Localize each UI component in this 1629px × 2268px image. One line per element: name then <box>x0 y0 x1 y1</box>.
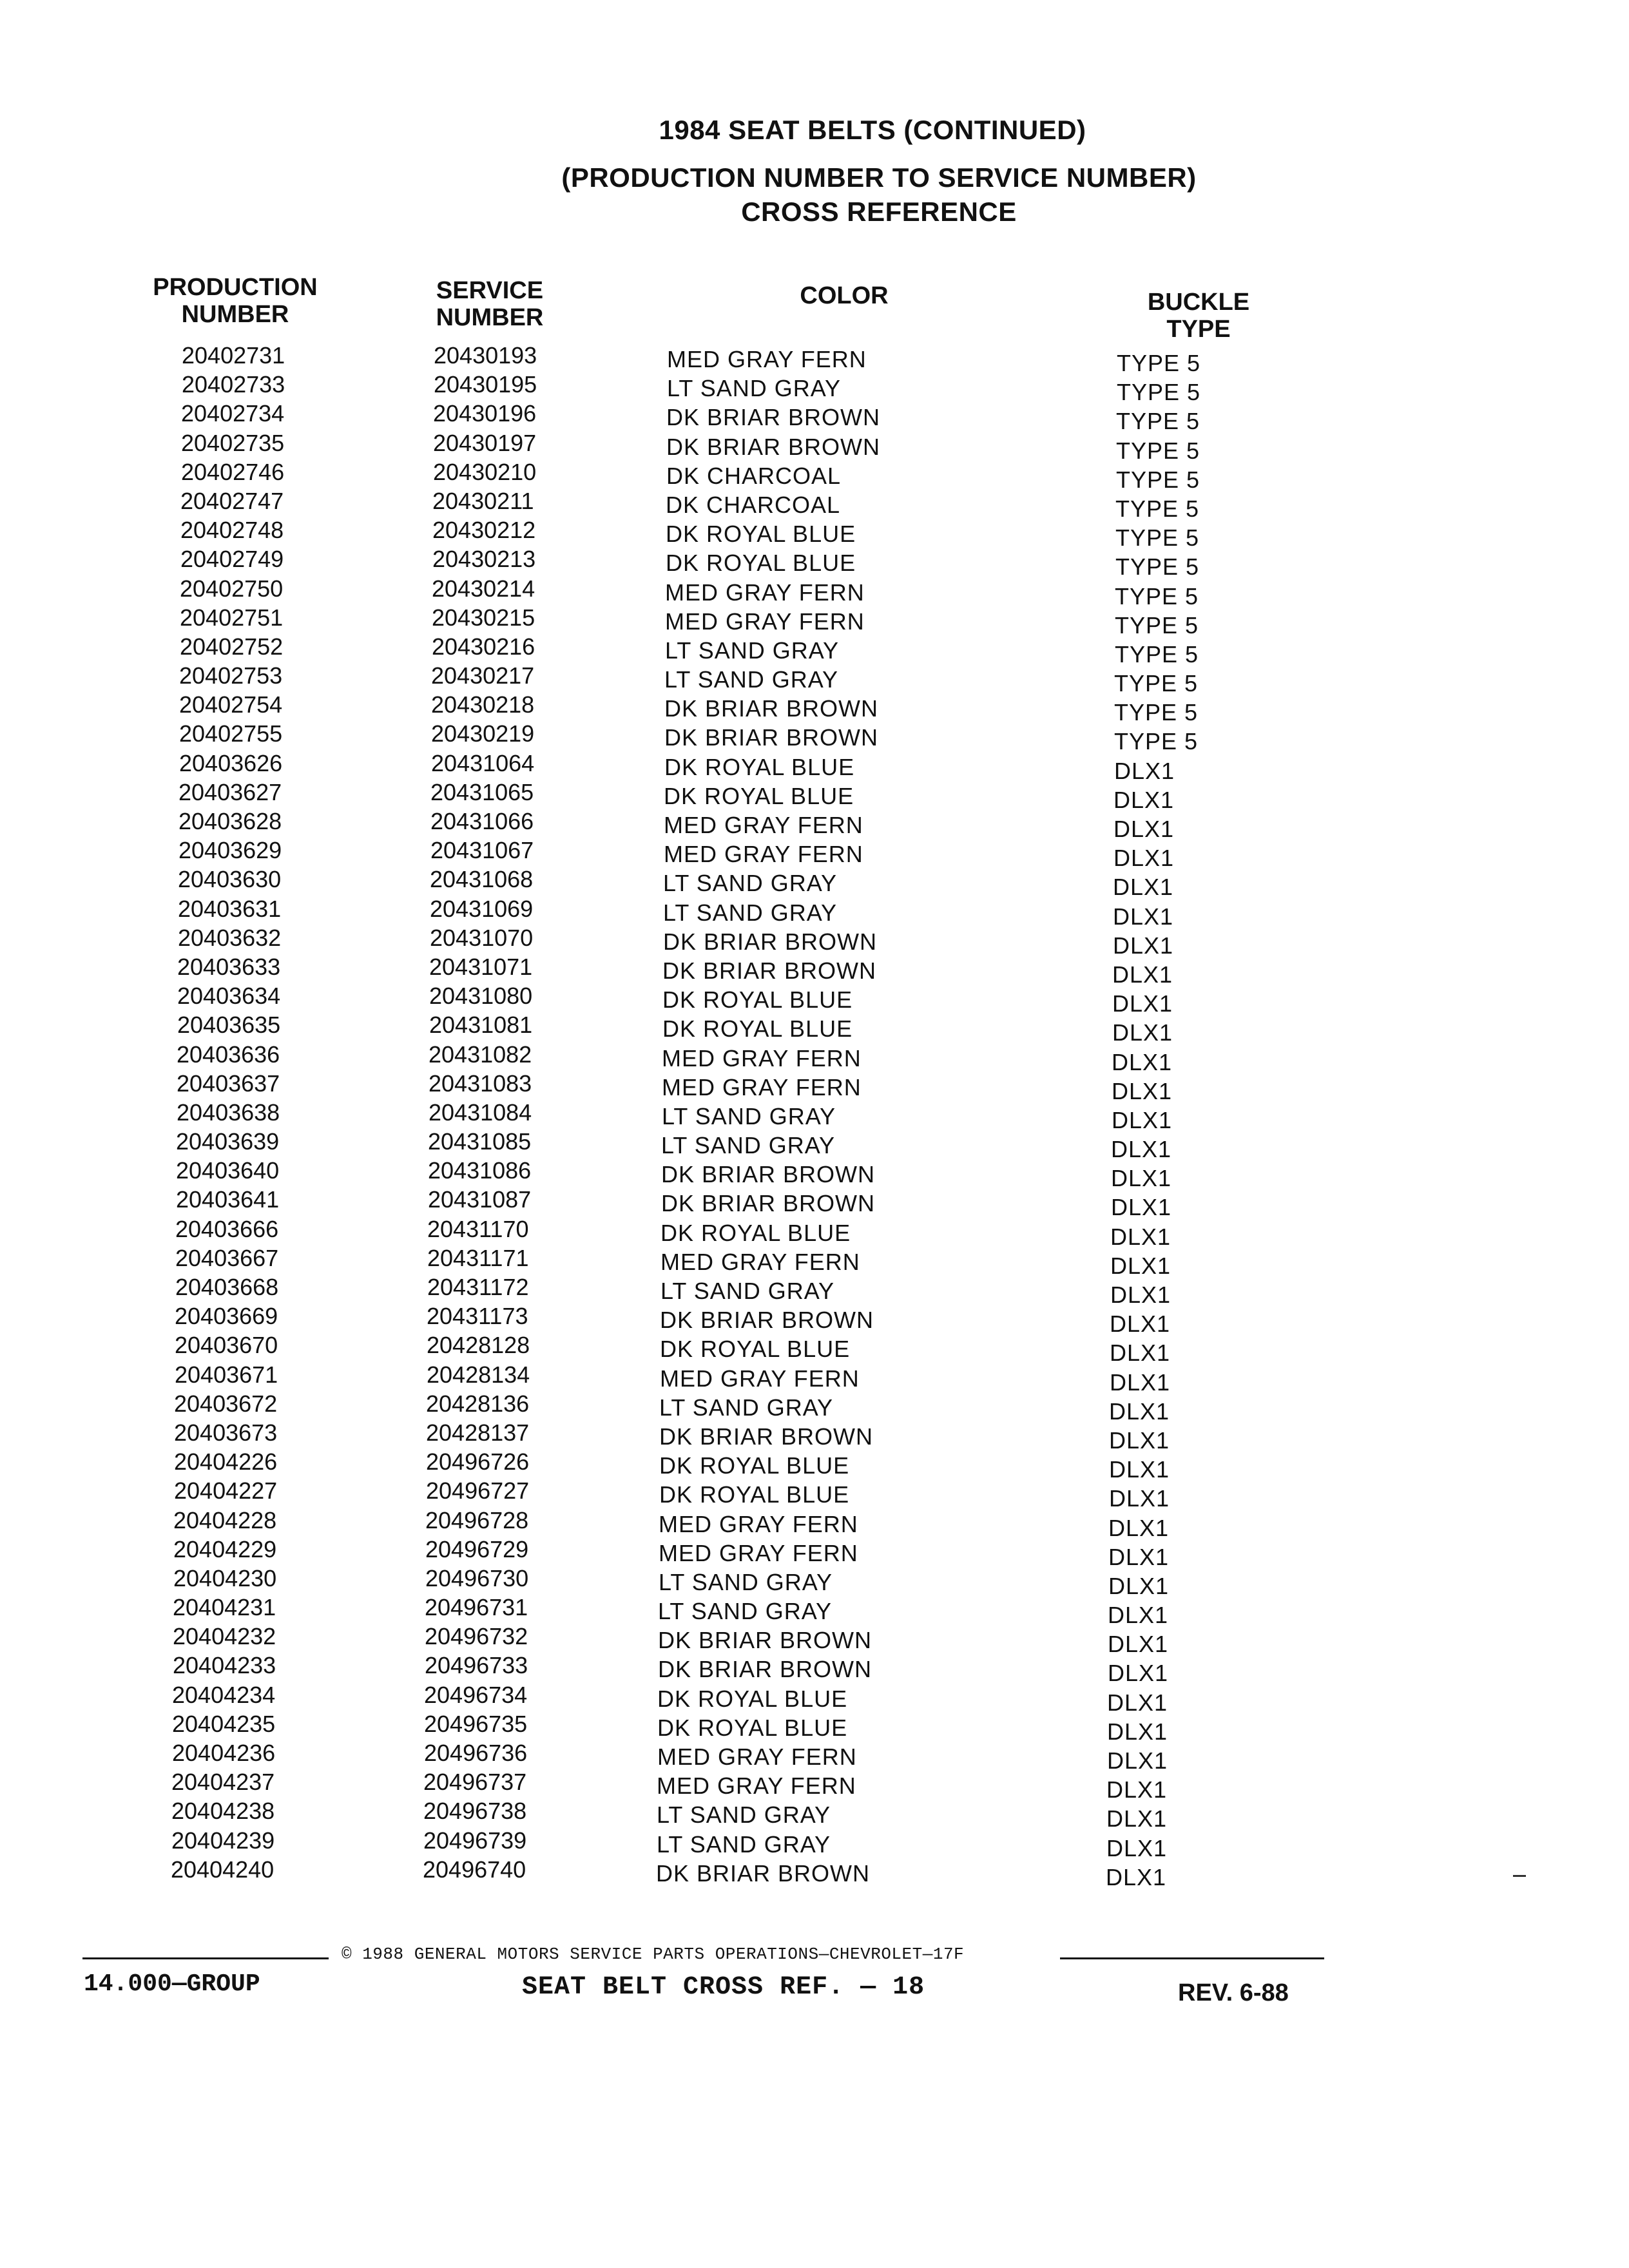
table-row <box>0 1535 1629 1570</box>
color-cell: DK ROYAL BLUE <box>657 1714 848 1741</box>
production-number-cell: 20403633 <box>177 953 281 980</box>
color-cell: DK ROYAL BLUE <box>664 753 855 780</box>
production-number-cell: 20402735 <box>181 429 285 456</box>
buckle-type-cell: DLX1 <box>1113 903 1174 930</box>
color-cell: DK BRIAR BROWN <box>659 1423 874 1450</box>
service-number-cell: 20431069 <box>430 895 534 922</box>
table-row <box>0 1769 1629 1803</box>
production-number-cell: 20404233 <box>173 1652 276 1679</box>
column-header-line: PRODUCTION <box>153 274 318 301</box>
margin-mark <box>1513 1875 1526 1877</box>
color-cell: MED GRAY FERN <box>664 841 863 868</box>
buckle-type-cell: DLX1 <box>1113 786 1175 813</box>
production-number-cell: 20404230 <box>173 1564 277 1591</box>
table-row <box>0 1041 1629 1075</box>
buckle-type-cell: DLX1 <box>1108 1660 1169 1687</box>
service-number-cell: 20431067 <box>430 837 534 864</box>
color-cell: LT SAND GRAY <box>657 1831 831 1858</box>
production-number-cell: 20404234 <box>172 1681 276 1708</box>
color-cell: MED GRAY FERN <box>662 1044 862 1072</box>
color-cell: DK ROYAL BLUE <box>666 550 856 577</box>
service-number-cell: 20430193 <box>434 342 537 369</box>
color-cell: LT SAND GRAY <box>667 375 842 402</box>
production-number-cell: 20403668 <box>175 1274 279 1300</box>
buckle-type-cell: DLX1 <box>1110 1311 1171 1338</box>
service-number-cell: 20496739 <box>423 1827 527 1854</box>
production-number-cell: 20403632 <box>178 924 282 951</box>
production-number-cell: 20403666 <box>175 1215 279 1242</box>
buckle-type-cell: DLX1 <box>1110 1369 1171 1396</box>
color-cell: LT SAND GRAY <box>664 666 839 693</box>
service-number-cell: 20430216 <box>432 633 535 660</box>
color-cell: DK BRIAR BROWN <box>660 1307 874 1334</box>
table-row <box>0 1623 1629 1658</box>
color-cell: DK BRIAR BROWN <box>666 433 881 460</box>
page-title: 1984 SEAT BELTS (CONTINUED) <box>659 115 1086 145</box>
production-number-cell: 20403628 <box>178 808 282 834</box>
buckle-type-cell: DLX1 <box>1112 961 1173 988</box>
buckle-type-cell: TYPE 5 <box>1115 524 1200 552</box>
service-number-cell: 20431171 <box>427 1244 529 1271</box>
table-row <box>0 837 1629 872</box>
color-cell: LT SAND GRAY <box>659 1568 833 1595</box>
service-number-cell: 20431173 <box>427 1303 528 1330</box>
page-subtitle: (PRODUCTION NUMBER TO SERVICE NUMBER) <box>561 162 1197 193</box>
color-cell: DK BRIAR BROWN <box>664 724 879 751</box>
color-cell: DK BRIAR BROWN <box>661 1190 876 1217</box>
production-number-cell: 20403669 <box>175 1303 278 1330</box>
service-number-cell: 20430215 <box>432 604 535 631</box>
table-row <box>0 924 1629 959</box>
table-row <box>0 1099 1629 1133</box>
color-cell: DK BRIAR BROWN <box>664 695 879 722</box>
buckle-type-cell: DLX1 <box>1114 757 1175 784</box>
production-number-cell: 20402731 <box>182 342 285 369</box>
color-cell: LT SAND GRAY <box>661 1132 836 1159</box>
copyright-notice: © 1988 GENERAL MOTORS SERVICE PARTS OPERATIONS—CHEVROLET—17F <box>342 1945 965 1964</box>
production-number-cell: 20402750 <box>180 575 284 602</box>
color-cell: LT SAND GRAY <box>659 1394 834 1421</box>
buckle-type-cell: TYPE 5 <box>1114 728 1199 755</box>
service-number-cell: 20430210 <box>433 458 537 485</box>
color-cell: LT SAND GRAY <box>663 899 838 926</box>
service-number-cell: 20430195 <box>434 371 537 398</box>
production-number-cell: 20404239 <box>171 1827 275 1854</box>
production-number-cell: 20404226 <box>174 1448 278 1475</box>
table-row <box>0 691 1629 726</box>
column-header-line: SERVICE <box>436 277 544 304</box>
buckle-type-cell: TYPE 5 <box>1114 670 1199 697</box>
table-row <box>0 1215 1629 1250</box>
color-cell: DK ROYAL BLUE <box>659 1481 850 1508</box>
service-number-cell: 20496729 <box>425 1535 529 1562</box>
production-number-cell: 20403631 <box>178 895 282 922</box>
service-number-cell: 20431083 <box>429 1070 532 1097</box>
buckle-type-cell: TYPE 5 <box>1116 466 1200 493</box>
production-number-cell: 20402755 <box>179 720 283 747</box>
service-number-cell: 20496731 <box>425 1594 528 1621</box>
buckle-type-cell: DLX1 <box>1107 1747 1168 1774</box>
table-row <box>0 1419 1629 1454</box>
buckle-type-cell: DLX1 <box>1113 874 1174 901</box>
color-cell: DK BRIAR BROWN <box>663 928 878 955</box>
table-row <box>0 720 1629 755</box>
column-header-line: NUMBER <box>436 304 544 331</box>
service-number-cell: 20431087 <box>428 1186 532 1213</box>
service-number-cell: 20431064 <box>431 749 535 776</box>
production-number-cell: 20403637 <box>177 1070 280 1097</box>
table-row <box>0 1070 1629 1104</box>
production-number-cell: 20403634 <box>177 983 281 1010</box>
production-number-cell: 20403672 <box>174 1390 278 1417</box>
color-cell: LT SAND GRAY <box>660 1278 835 1304</box>
service-number-cell: 20496726 <box>426 1448 530 1475</box>
buckle-type-cell: DLX1 <box>1112 1048 1173 1075</box>
table-row <box>0 953 1629 988</box>
footer-rule-right <box>1060 1957 1324 1959</box>
production-number-cell: 20402734 <box>181 400 285 427</box>
service-number-cell: 20428128 <box>427 1332 530 1359</box>
service-number-cell: 20496734 <box>424 1681 528 1708</box>
service-number-cell: 20431084 <box>429 1099 532 1126</box>
production-number-cell: 20402746 <box>181 458 285 485</box>
production-number-cell: 20404232 <box>173 1623 276 1650</box>
table-row <box>0 1798 1629 1832</box>
service-number-cell: 20431081 <box>429 1012 533 1039</box>
table-row <box>0 400 1629 435</box>
buckle-type-cell: DLX1 <box>1110 1340 1171 1367</box>
table-row <box>0 1128 1629 1163</box>
column-header-buckle-type <box>1121 289 1276 343</box>
color-cell: DK BRIAR BROWN <box>662 957 877 984</box>
buckle-type-cell: TYPE 5 <box>1115 640 1199 668</box>
buckle-type-cell: DLX1 <box>1108 1602 1169 1629</box>
service-number-cell: 20430196 <box>433 400 537 427</box>
color-cell: MED GRAY FERN <box>660 1248 860 1275</box>
table-row <box>0 517 1629 552</box>
color-cell: DK BRIAR BROWN <box>658 1656 872 1683</box>
production-number-cell: 20402747 <box>180 487 284 514</box>
table-row <box>0 546 1629 581</box>
buckle-type-cell: DLX1 <box>1112 1077 1173 1104</box>
production-number-cell: 20402748 <box>180 517 284 544</box>
footer-rule-left <box>82 1957 329 1959</box>
production-number-cell: 20404237 <box>171 1769 275 1796</box>
buckle-type-cell: DLX1 <box>1109 1398 1170 1425</box>
page-reference: SEAT BELT CROSS REF. — 18 <box>522 1973 925 2002</box>
table-row <box>0 604 1629 639</box>
table-row <box>0 371 1629 406</box>
buckle-type-cell: TYPE 5 <box>1115 495 1200 522</box>
column-header-service-number <box>412 277 567 331</box>
buckle-type-cell: DLX1 <box>1112 990 1173 1017</box>
table-row <box>0 1506 1629 1541</box>
buckle-type-cell: DLX1 <box>1106 1805 1168 1832</box>
production-number-cell: 20403629 <box>178 837 282 864</box>
color-cell: DK BRIAR BROWN <box>666 404 881 431</box>
buckle-type-cell: TYPE 5 <box>1117 350 1201 376</box>
table-row <box>0 662 1629 697</box>
buckle-type-cell: TYPE 5 <box>1115 582 1199 610</box>
table-row <box>0 1681 1629 1716</box>
service-number-cell: 20431066 <box>430 808 534 834</box>
color-cell: MED GRAY FERN <box>662 1073 862 1100</box>
table-row <box>0 778 1629 813</box>
table-row <box>0 808 1629 842</box>
service-number-cell: 20428134 <box>427 1361 530 1388</box>
table-row <box>0 633 1629 668</box>
service-number-cell: 20496737 <box>423 1769 527 1796</box>
production-number-cell: 20402749 <box>180 546 284 573</box>
service-number-cell: 20431172 <box>427 1274 529 1300</box>
color-cell: DK BRIAR BROWN <box>656 1860 871 1887</box>
service-number-cell: 20496738 <box>423 1798 527 1825</box>
group-label: 14.000—GROUP <box>84 1970 260 1998</box>
service-number-cell: 20431170 <box>427 1215 529 1242</box>
production-number-cell: 20402733 <box>182 371 285 398</box>
color-cell: MED GRAY FERN <box>660 1365 860 1392</box>
table-row <box>0 1390 1629 1425</box>
production-number-cell: 20402752 <box>180 633 284 660</box>
production-number-cell: 20403639 <box>176 1128 280 1155</box>
color-cell: MED GRAY FERN <box>659 1510 858 1537</box>
column-header-line: NUMBER <box>181 301 289 328</box>
color-cell: LT SAND GRAY <box>658 1598 833 1625</box>
table-row <box>0 866 1629 901</box>
color-cell: DK BRIAR BROWN <box>661 1161 876 1188</box>
color-cell: MED GRAY FERN <box>665 608 865 635</box>
table-row <box>0 1332 1629 1367</box>
production-number-cell: 20404228 <box>173 1506 277 1533</box>
color-cell: MED GRAY FERN <box>667 346 867 372</box>
color-cell: LT SAND GRAY <box>662 1102 836 1129</box>
buckle-type-cell: DLX1 <box>1110 1223 1171 1250</box>
production-number-cell: 20403636 <box>177 1041 280 1068</box>
buckle-type-cell: DLX1 <box>1107 1718 1168 1745</box>
service-number-cell: 20431065 <box>430 778 534 805</box>
buckle-type-cell: DLX1 <box>1109 1456 1170 1483</box>
color-cell: LT SAND GRAY <box>665 637 840 664</box>
table-row <box>0 575 1629 610</box>
page-subtitle-2: CROSS REFERENCE <box>741 197 1017 227</box>
table-row <box>0 1244 1629 1279</box>
color-cell: DK CHARCOAL <box>666 462 842 489</box>
service-number-cell: 20430217 <box>431 662 535 689</box>
table-row <box>0 1564 1629 1599</box>
service-number-cell: 20428136 <box>426 1390 530 1417</box>
color-cell: MED GRAY FERN <box>664 812 863 838</box>
buckle-type-cell: DLX1 <box>1111 1194 1172 1221</box>
service-number-cell: 20430219 <box>431 720 535 747</box>
service-number-cell: 20430211 <box>432 487 534 514</box>
color-cell: DK ROYAL BLUE <box>657 1685 848 1712</box>
production-number-cell: 20404238 <box>171 1798 275 1825</box>
buckle-type-cell: DLX1 <box>1113 845 1175 872</box>
production-number-cell: 20404227 <box>174 1477 278 1504</box>
table-row <box>0 1594 1629 1629</box>
column-header-production-number <box>148 274 322 328</box>
buckle-type-cell: TYPE 5 <box>1115 553 1200 581</box>
production-number-cell: 20403641 <box>176 1186 280 1213</box>
production-number-cell: 20403640 <box>176 1157 280 1184</box>
service-number-cell: 20496740 <box>423 1856 526 1883</box>
production-number-cell: 20404236 <box>172 1740 276 1766</box>
table-row <box>0 1361 1629 1396</box>
table-row <box>0 1740 1629 1774</box>
production-number-cell: 20404240 <box>171 1856 275 1883</box>
table-row <box>0 429 1629 464</box>
color-cell: DK CHARCOAL <box>666 491 841 518</box>
color-cell: DK ROYAL BLUE <box>666 521 856 548</box>
service-number-cell: 20496735 <box>424 1710 528 1737</box>
table-row <box>0 895 1629 930</box>
color-cell: DK BRIAR BROWN <box>658 1627 872 1654</box>
buckle-type-cell: TYPE 5 <box>1115 611 1199 639</box>
service-number-cell: 20431070 <box>430 924 534 951</box>
table-row <box>0 1274 1629 1308</box>
color-cell: LT SAND GRAY <box>657 1802 831 1829</box>
buckle-type-cell: TYPE 5 <box>1117 379 1201 406</box>
production-number-cell: 20403630 <box>178 866 282 893</box>
column-header-line: BUCKLE <box>1147 289 1250 316</box>
color-cell: DK ROYAL BLUE <box>660 1219 851 1246</box>
color-cell: MED GRAY FERN <box>665 579 865 606</box>
buckle-type-cell: DLX1 <box>1107 1689 1168 1716</box>
buckle-type-cell: DLX1 <box>1108 1631 1169 1658</box>
production-number-cell: 20403667 <box>175 1244 279 1271</box>
buckle-type-cell: TYPE 5 <box>1114 699 1199 726</box>
production-number-cell: 20403627 <box>178 778 282 805</box>
table-row <box>0 458 1629 493</box>
color-cell: DK ROYAL BLUE <box>659 1452 850 1479</box>
buckle-type-cell: DLX1 <box>1110 1282 1171 1308</box>
buckle-type-cell: TYPE 5 <box>1116 408 1200 435</box>
service-number-cell: 20431068 <box>430 866 534 893</box>
production-number-cell: 20402754 <box>179 691 283 718</box>
service-number-cell: 20496727 <box>426 1477 530 1504</box>
buckle-type-cell: TYPE 5 <box>1116 437 1200 464</box>
production-number-cell: 20403638 <box>177 1099 280 1126</box>
table-row <box>0 1157 1629 1192</box>
production-number-cell: 20404235 <box>172 1710 276 1737</box>
revision-label: REV. 6-88 <box>1178 1979 1289 2006</box>
production-number-cell: 20404231 <box>173 1594 276 1621</box>
buckle-type-cell: DLX1 <box>1108 1572 1170 1599</box>
buckle-type-cell: DLX1 <box>1113 932 1174 959</box>
service-number-cell: 20430218 <box>431 691 535 718</box>
cross-reference-table <box>0 342 1629 1890</box>
table-row <box>0 983 1629 1017</box>
buckle-type-cell: DLX1 <box>1106 1776 1168 1803</box>
table-row <box>0 749 1629 784</box>
table-row <box>0 1303 1629 1338</box>
buckle-type-cell: DLX1 <box>1112 1106 1173 1133</box>
color-cell: DK ROYAL BLUE <box>660 1336 851 1363</box>
service-number-cell: 20431086 <box>428 1157 532 1184</box>
service-number-cell: 20496728 <box>425 1506 529 1533</box>
table-row <box>0 1827 1629 1861</box>
service-number-cell: 20431080 <box>429 983 533 1010</box>
service-number-cell: 20496732 <box>425 1623 528 1650</box>
column-header-line: COLOR <box>800 282 889 309</box>
service-number-cell: 20496730 <box>425 1564 529 1591</box>
buckle-type-cell: DLX1 <box>1108 1514 1170 1541</box>
buckle-type-cell: DLX1 <box>1109 1485 1170 1512</box>
service-number-cell: 20430213 <box>432 546 536 573</box>
color-cell: MED GRAY FERN <box>657 1744 857 1770</box>
production-number-cell: 20403670 <box>175 1332 278 1359</box>
table-row <box>0 1012 1629 1046</box>
table-row <box>0 1710 1629 1745</box>
column-header-color <box>767 282 921 309</box>
table-row <box>0 1652 1629 1687</box>
color-cell: MED GRAY FERN <box>659 1539 858 1566</box>
buckle-type-cell: DLX1 <box>1106 1834 1168 1861</box>
production-number-cell: 20402753 <box>179 662 283 689</box>
production-number-cell: 20403671 <box>175 1361 278 1388</box>
table-row <box>0 1448 1629 1483</box>
table-row <box>0 1856 1629 1890</box>
production-number-cell: 20403626 <box>179 749 283 776</box>
color-cell: MED GRAY FERN <box>657 1773 856 1800</box>
buckle-type-cell: DLX1 <box>1108 1543 1170 1570</box>
service-number-cell: 20431082 <box>429 1041 532 1068</box>
buckle-type-cell: DLX1 <box>1112 1019 1173 1046</box>
production-number-cell: 20404229 <box>173 1535 277 1562</box>
column-header-line: TYPE <box>1166 316 1231 343</box>
table-row <box>0 1186 1629 1221</box>
buckle-type-cell: DLX1 <box>1111 1165 1172 1192</box>
production-number-cell: 20403635 <box>177 1012 281 1039</box>
service-number-cell: 20430212 <box>432 517 536 544</box>
color-cell: LT SAND GRAY <box>663 870 838 897</box>
buckle-type-cell: DLX1 <box>1110 1252 1171 1279</box>
color-cell: DK ROYAL BLUE <box>662 1015 853 1043</box>
table-row <box>0 487 1629 522</box>
service-number-cell: 20496736 <box>424 1740 528 1766</box>
production-number-cell: 20402751 <box>180 604 284 631</box>
service-number-cell: 20496733 <box>425 1652 528 1679</box>
buckle-type-cell: DLX1 <box>1109 1427 1170 1454</box>
production-number-cell: 20403673 <box>174 1419 278 1446</box>
service-number-cell: 20428137 <box>426 1419 530 1446</box>
service-number-cell: 20431071 <box>429 953 533 980</box>
color-cell: DK ROYAL BLUE <box>664 782 854 809</box>
service-number-cell: 20430197 <box>433 429 537 456</box>
buckle-type-cell: DLX1 <box>1106 1863 1167 1890</box>
table-row <box>0 342 1629 376</box>
service-number-cell: 20431085 <box>428 1128 532 1155</box>
buckle-type-cell: DLX1 <box>1113 816 1175 842</box>
service-number-cell: 20430214 <box>432 575 535 602</box>
table-row <box>0 1477 1629 1512</box>
buckle-type-cell: DLX1 <box>1111 1136 1172 1163</box>
color-cell: DK ROYAL BLUE <box>662 986 853 1014</box>
